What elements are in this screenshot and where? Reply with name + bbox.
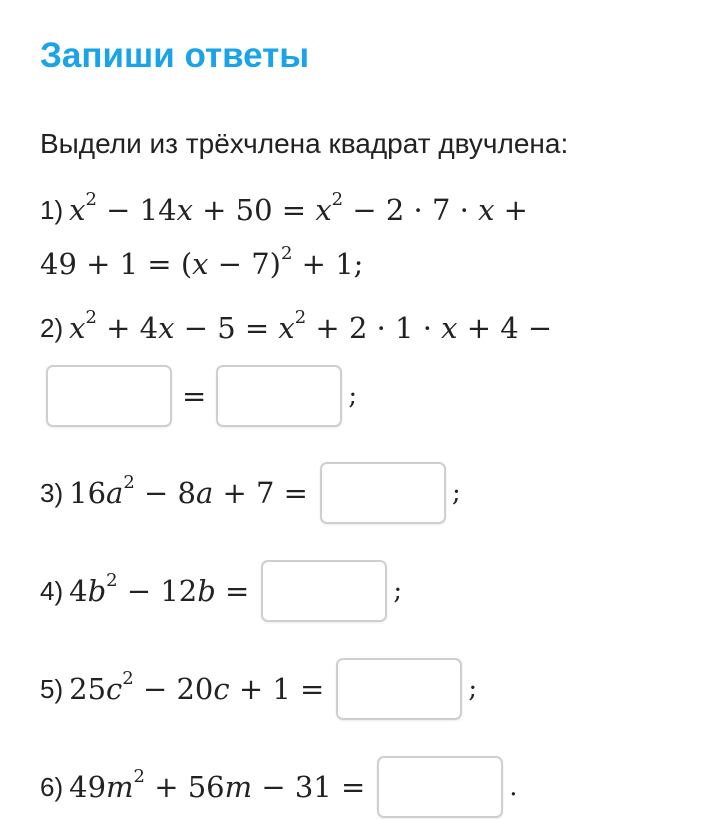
answer-input-5[interactable] [336, 658, 462, 720]
end-punctuation: ; [451, 478, 461, 508]
equation-expression: $49m^2 + 56m - 31$ = [69, 766, 366, 804]
equation-expression: $x^2 + 4x - 5 = x^2 + 2 \cdot 1 \cdot x + 4$ − [69, 307, 553, 345]
page-title: Запиши ответы [40, 36, 310, 75]
equation-line-2: $49 + 1 = (x - 7)^2 + 1$; [40, 243, 364, 281]
task-item-3 [40, 461, 461, 525]
task-item-4 [40, 559, 402, 623]
task-item-2 [40, 308, 552, 348]
equation-expression: $4b^2 - 12b$ = [69, 570, 250, 608]
item-number: 2) [40, 313, 64, 343]
answer-input-4[interactable] [261, 560, 387, 622]
task-item-6 [40, 755, 518, 819]
answer-input-2b[interactable] [216, 365, 342, 427]
task-instruction: Выдели из трёхчлена квадрат двучлена: [40, 128, 569, 159]
item-number: 4) [40, 576, 64, 606]
equation-expression: $16a^2 - 8a + 7$ = [69, 472, 308, 510]
equation-line-1: $x^2 - 14x + 50 = x^2 - 2 \cdot 7 \cdot x$ + [69, 189, 528, 227]
end-punctuation: . [509, 772, 518, 802]
end-punctuation: ; [468, 674, 478, 704]
item-number: 3) [40, 478, 64, 508]
task-item-1-continuation [40, 244, 363, 284]
end-punctuation: ; [348, 381, 358, 411]
item-number: 5) [40, 674, 64, 704]
end-punctuation: ; [393, 576, 403, 606]
answer-input-6[interactable] [377, 756, 503, 818]
answer-input-3[interactable] [320, 462, 446, 524]
task-item-1 [40, 190, 528, 230]
equation-expression: $25c^2 - 20c + 1$ = [69, 668, 325, 706]
task-item-5 [40, 657, 477, 721]
equals-sign: = [182, 379, 207, 413]
item-number: 6) [40, 772, 64, 802]
task-item-2-answers [46, 364, 357, 428]
item-number: 1) [40, 195, 64, 225]
answer-input-2a[interactable] [46, 365, 172, 427]
